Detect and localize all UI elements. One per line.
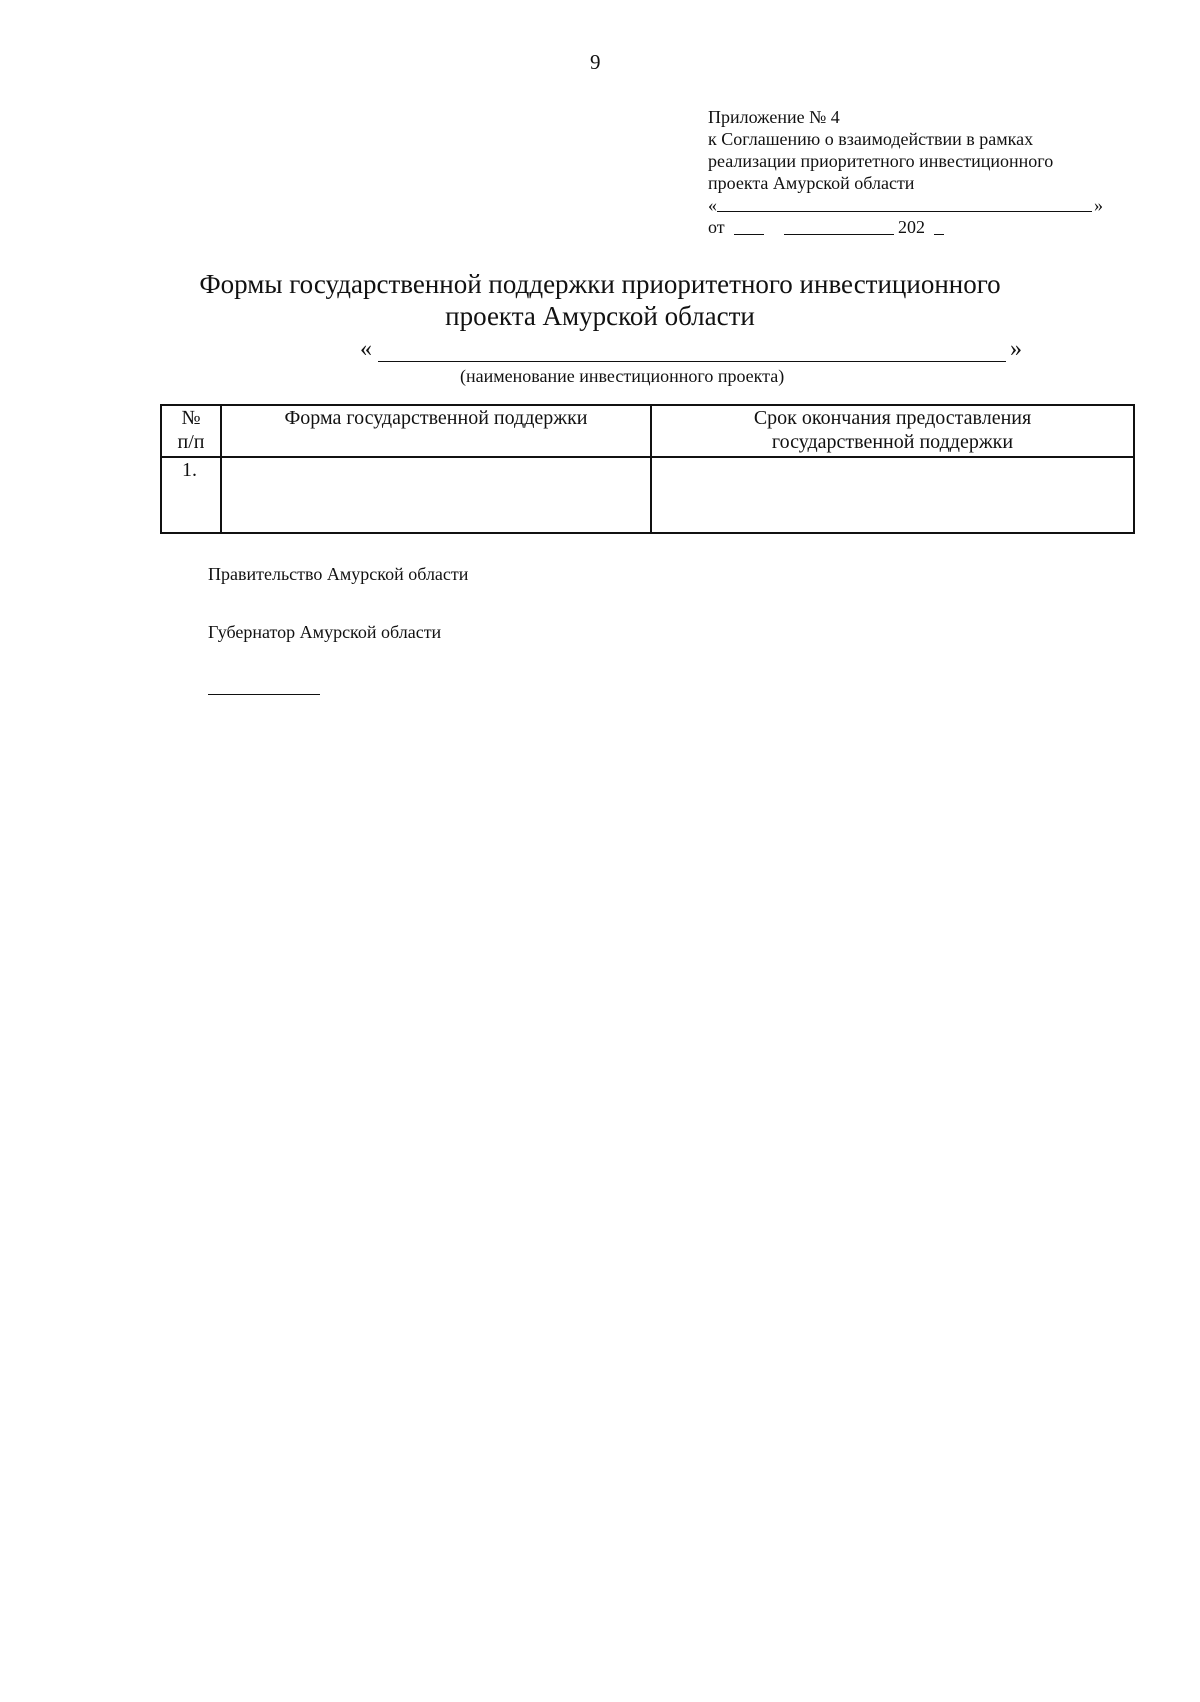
signature-governor: Губернатор Амурской области [208,622,442,642]
quote-close: » [1094,195,1103,215]
date-prefix: от [708,217,725,237]
document-title-line-2: проекта Амурской области [445,301,755,331]
appendix-header [708,106,1108,238]
header-number-line-1: № [181,407,201,429]
project-name-blank [360,336,1020,366]
appendix-date-line [708,216,1108,238]
header-number-line-2: п/п [177,431,205,453]
fill-in-line [378,361,1006,362]
page-number: 9 [590,50,601,74]
appendix-title: Приложение № 4 [708,107,840,127]
table-header-row [161,405,1134,457]
appendix-subtitle-line-2: реализации приоритетного инвестиционного [708,151,1054,171]
appendix-subtitle-line-3: проекта Амурской области [708,173,915,193]
month-blank [784,234,894,235]
quote-open: « [360,336,372,362]
header-end-date-line-2: государственной поддержки [771,431,1014,453]
signature-government: Правительство Амурской области [208,564,469,584]
header-support-form: Форма государственной поддержки [221,405,651,457]
year-blank [934,234,944,235]
quote-close: » [1010,336,1022,362]
document-title [150,268,1050,332]
project-name-caption: (наименование инвестиционного проекта) [460,366,785,386]
year-prefix: 202 [898,217,925,237]
appendix-subtitle-line-1: к Соглашению о взаимодействии в рамках [708,129,1034,149]
header-end-date [651,405,1134,457]
support-forms-table [160,404,1135,534]
header-number [161,405,221,457]
row-end-date [651,457,1134,533]
row-support-form [221,457,651,533]
appendix-project-blank [708,194,1108,216]
end-divider [208,694,320,695]
fill-in-line [717,211,1092,212]
header-end-date-line-1: Срок окончания предоставления [753,407,1032,429]
quote-open: « [708,195,717,215]
document-title-line-1: Формы государственной поддержки приоритетного инвестиционного [199,269,1001,299]
table-row [161,457,1134,533]
day-blank [734,234,764,235]
row-number: 1. [161,457,221,533]
